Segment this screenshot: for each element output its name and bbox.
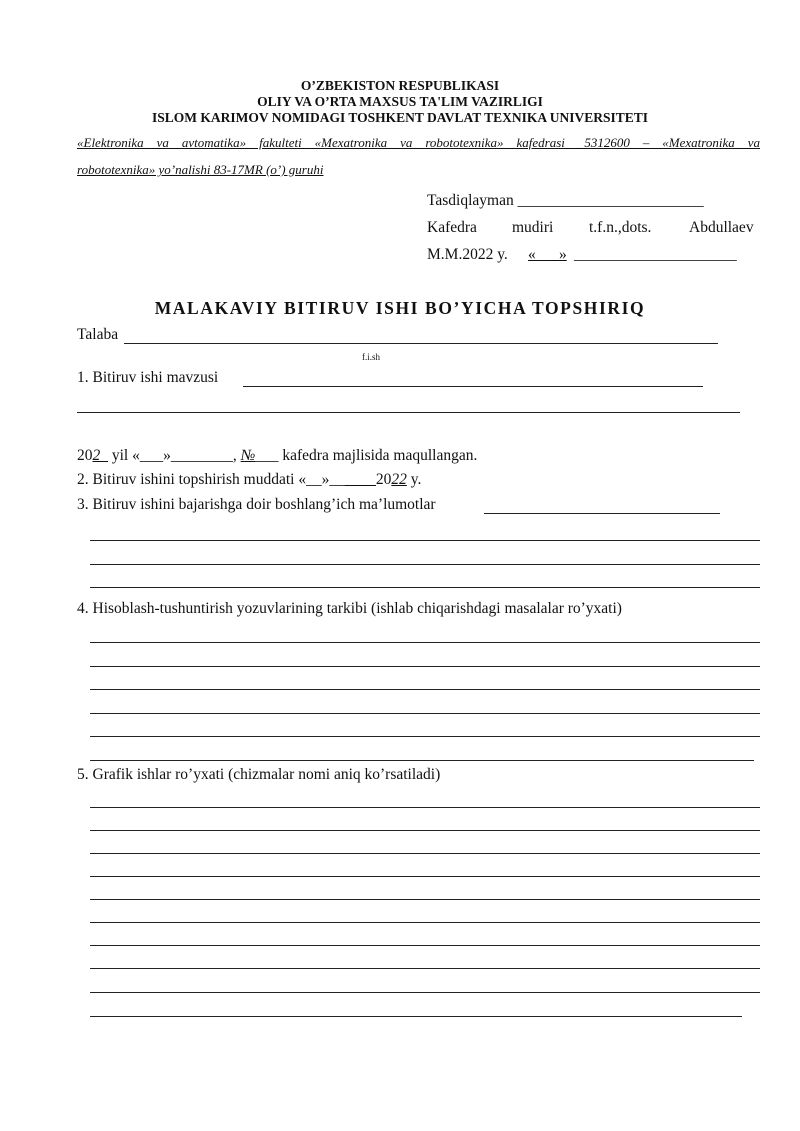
university-name: ISLOM KARIMOV NOMIDAGI TOSHKENT DAVLAT TEXNIKA UNIVERSITETI xyxy=(151,110,649,125)
item4-line[interactable] xyxy=(90,666,760,667)
document-title: MALAKAVIY BITIRUV ISHI BO’YICHA TOPSHIRIQ xyxy=(154,298,646,318)
approval-head-name: Abdullaev xyxy=(689,219,754,236)
item2-label: 2. Bitiruv ishini topshirish muddati «__»__ xyxy=(77,471,345,488)
item3-line[interactable] xyxy=(90,540,760,541)
item3-label: 3. Bitiruv ishini bajarishga doir boshlang’ich ma’lumotlar xyxy=(77,496,436,513)
approval-line: Tasdiqlayman ________________________ xyxy=(427,192,704,209)
item5-line[interactable] xyxy=(90,807,760,808)
student-hint: f.i.sh xyxy=(362,352,380,362)
approval-date-tail: _____________________ xyxy=(574,246,737,263)
faculty-line-1: «Elektronika va avtomatika» fakulteti «Mexatronika va robototexnika» kafedrasi _5312600 – «Mexatronika va xyxy=(77,135,760,150)
item2-blank: ____ xyxy=(344,471,376,488)
item1-topic-line-2[interactable] xyxy=(77,412,740,413)
item2-year-suffix: y. xyxy=(410,471,422,488)
approved-line xyxy=(77,447,477,465)
item4-label: 4. Hisoblash-tushuntirish yozuvlarining tarkibi (ishlab chiqarishdagi masalalar ro’yxati) xyxy=(77,600,622,617)
item4-line[interactable] xyxy=(90,760,754,761)
ministry-header-line1: O’ZBEKISTON RESPUBLIKASI xyxy=(300,78,500,93)
item4-line[interactable] xyxy=(90,713,760,714)
item5-line[interactable] xyxy=(90,992,760,993)
item5-line[interactable] xyxy=(90,945,760,946)
item1-label: 1. Bitiruv ishi mavzusi xyxy=(77,369,219,386)
approved-number-sign: № xyxy=(240,447,256,464)
item5-line[interactable] xyxy=(90,876,760,877)
item3-line[interactable] xyxy=(90,564,760,565)
approval-date-blank: «___» xyxy=(528,246,567,263)
item1-topic-line[interactable] xyxy=(243,386,703,387)
item3-line-inline[interactable] xyxy=(484,513,720,514)
item5-line[interactable] xyxy=(90,1016,742,1017)
approved-year-blank: 2_ xyxy=(92,447,108,464)
approval-degree: t.f.n.,dots. xyxy=(589,219,652,236)
approved-text2: ___ kafedra majlisida maqullangan. xyxy=(255,447,478,464)
approval-mudiri: mudiri xyxy=(512,219,554,236)
item4-line[interactable] xyxy=(90,689,760,690)
approved-year-prefix: 20 xyxy=(77,447,93,464)
item2-year-prefix: 20 xyxy=(375,471,392,488)
approval-initials-year: M.M.2022 y. xyxy=(427,246,508,263)
item4-line[interactable] xyxy=(90,736,760,737)
item5-label: 5. Grafik ishlar ro’yxati (chizmalar nomi aniq ko’rsatiladi) xyxy=(77,766,441,783)
item3-line[interactable] xyxy=(90,587,760,588)
item5-line[interactable] xyxy=(90,922,760,923)
approval-kafedra: Kafedra xyxy=(427,219,477,236)
item5-line[interactable] xyxy=(90,899,760,900)
student-label: Talaba xyxy=(77,326,119,343)
item5-line[interactable] xyxy=(90,968,760,969)
ministry-header-line2: OLIY VA O’RTA MAXSUS TA'LIM VAZIRLIGI xyxy=(257,94,543,109)
item2-line xyxy=(77,471,421,489)
approved-text1: yil «___»________, xyxy=(111,447,237,464)
item4-line[interactable] xyxy=(90,642,760,643)
item2-year-digits: 22 xyxy=(391,471,407,488)
item5-line[interactable] xyxy=(90,853,760,854)
item5-line[interactable] xyxy=(90,830,760,831)
faculty-line-2: robototexnika» yo’nalishi 83-17MR (o’) guruhi xyxy=(77,162,324,177)
student-name-line[interactable] xyxy=(124,343,718,344)
